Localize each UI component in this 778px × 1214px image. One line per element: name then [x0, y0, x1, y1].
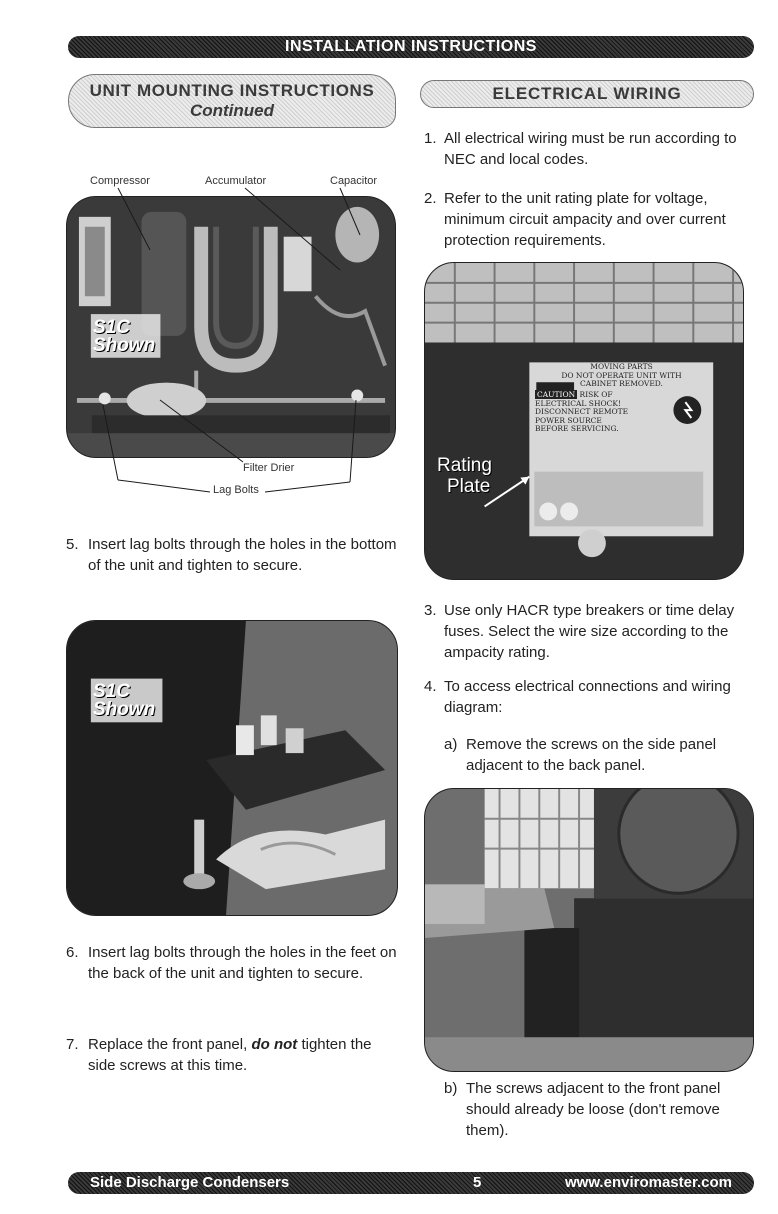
rating-plate-warning [535, 391, 675, 434]
compressor-compartment-photo [66, 196, 396, 458]
step-number: 6. [66, 944, 79, 961]
plate-caution: CAUTION [537, 390, 576, 399]
step-text [66, 1034, 398, 1076]
lag-bolt-foot-photo [66, 620, 398, 916]
step-text: To access electrical connections and wiring diagram: [444, 678, 731, 716]
step-7 [66, 1034, 398, 1076]
step-text: The screws adjacent to the front panel should already be loose (don't remove them). [466, 1080, 721, 1139]
rating-plate-callout [437, 455, 492, 497]
step-2 [424, 188, 756, 251]
plate-line: DISCONNECT REMOTE [535, 407, 629, 416]
step-text: Remove the screws on the side panel adjacent to the back panel. [466, 736, 717, 774]
footer-title: Side Discharge Condensers [90, 1174, 290, 1191]
section-title: UNIT MOUNTING INSTRUCTIONS [89, 81, 375, 100]
plate-line: DO NOT OPERATE UNIT WITH [561, 370, 682, 380]
badge-model: S1C [93, 317, 130, 338]
step-number: 1. [424, 130, 437, 147]
callout-line: Rating [437, 455, 492, 476]
plate-line: BEFORE SERVICING. [535, 424, 619, 433]
step-number: a) [444, 736, 458, 753]
label-compressor: Compressor [90, 175, 150, 187]
step-text-after: tighten the side screws at this time. [88, 1036, 372, 1074]
step-text: Refer to the unit rating plate for voltage, minimum circuit ampacity and over current protection requirements. [444, 190, 726, 249]
rating-plate-photo [424, 262, 744, 580]
electrical-wiring-section-header [420, 80, 754, 108]
step-4a [444, 734, 756, 776]
step-5 [66, 534, 398, 576]
badge-shown: Shown [93, 335, 156, 356]
badge-shown: Shown [93, 699, 156, 720]
step-number: 5. [66, 536, 79, 553]
model-badge [93, 683, 155, 719]
plate-line: RISK OF [579, 390, 613, 399]
label-accumulator: Accumulator [205, 175, 267, 187]
plate-line: POWER SOURCE [535, 415, 602, 425]
step-text: All electrical wiring must be run according to NEC and local codes. [444, 130, 737, 168]
plate-line: CABINET REMOVED. [580, 379, 663, 388]
step-6 [66, 942, 398, 984]
step-1 [424, 128, 756, 170]
label-filter-drier: Filter Drier [243, 462, 295, 474]
side-panel-photo [424, 788, 754, 1072]
lag-bolt-illustration [67, 621, 397, 915]
plate-line: ELECTRICAL SHOCK! [535, 398, 621, 408]
step-4 [424, 676, 756, 718]
side-panel-illustration [425, 789, 753, 1071]
label-lag-bolts: Lag Bolts [213, 484, 259, 496]
plate-line: MOVING PARTS [590, 362, 653, 371]
page-number: 5 [473, 1174, 482, 1191]
step-text-before: Replace the front panel, [88, 1036, 248, 1053]
rating-plate-label [529, 363, 714, 389]
step-emphasis: do not [251, 1036, 298, 1053]
header-banner: INSTALLATION INSTRUCTIONS [68, 36, 754, 58]
section-title: ELECTRICAL WIRING [492, 84, 682, 103]
step-text: Insert lag bolts through the holes in the feet on the back of the unit and tighten to secure. [88, 944, 397, 982]
step-number: b) [444, 1080, 458, 1097]
step-text: Insert lag bolts through the holes in the bottom of the unit and tighten to secure. [88, 536, 397, 574]
footer-bar [68, 1172, 754, 1194]
section-subtitle: Continued [189, 101, 275, 120]
step-number: 3. [424, 602, 437, 619]
footer-url[interactable]: www.enviromaster.com [564, 1174, 732, 1191]
step-text: Use only HACR type breakers or time delay fuses. Select the wire size according to the ampacity rating. [444, 602, 735, 661]
step-number: 7. [66, 1036, 79, 1053]
badge-model: S1C [93, 681, 130, 702]
step-3 [424, 600, 756, 663]
label-capacitor: Capacitor [330, 175, 378, 187]
step-4b [444, 1078, 756, 1141]
step-number: 4. [424, 678, 437, 695]
unit-mounting-section-header [68, 74, 396, 128]
callout-line: Plate [447, 476, 491, 497]
model-badge [93, 319, 155, 355]
step-number: 2. [424, 190, 437, 207]
